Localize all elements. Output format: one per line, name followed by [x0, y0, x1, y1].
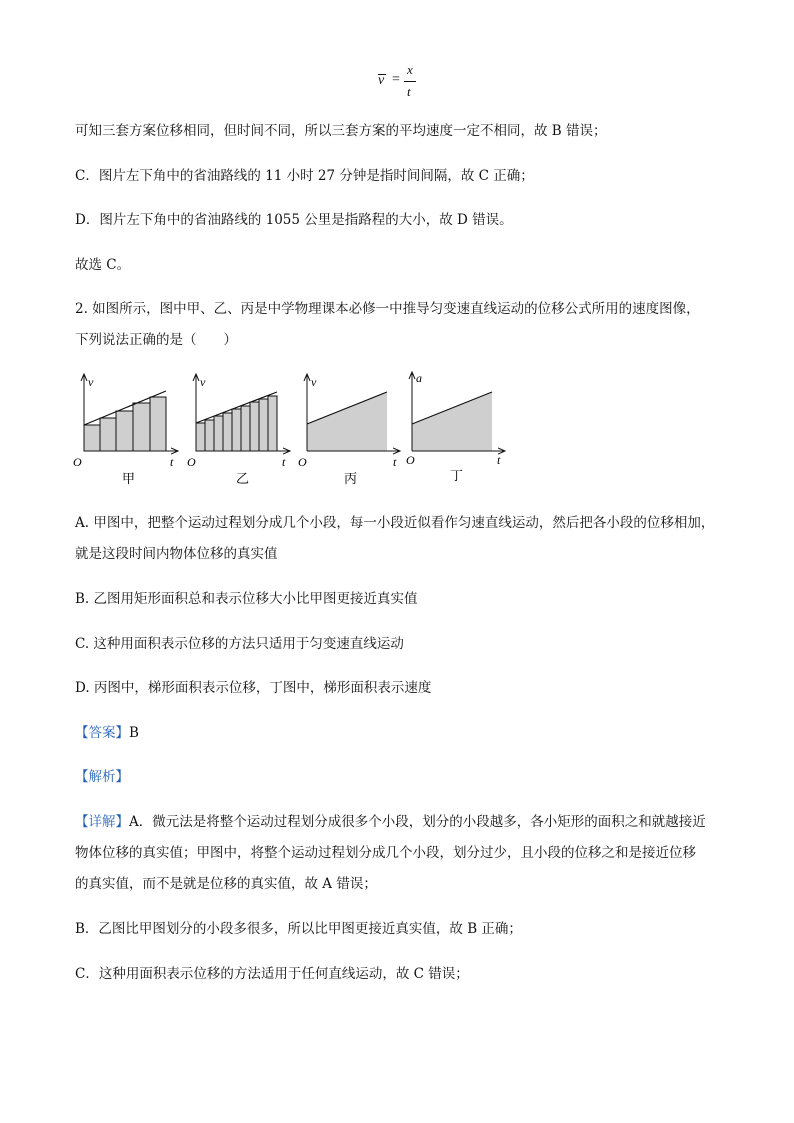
- option-a-line-2: 就是这段时间内物体位移的真实值: [75, 546, 278, 562]
- formula-fraction-bar: [404, 81, 416, 82]
- text-line-option-c: C．图片左下角中的省油路线的 11 小时 27 分钟是指时间间隔，故 C 正确；: [75, 168, 534, 184]
- detail-line-1: [75, 812, 706, 832]
- ding-y-label: a: [416, 371, 422, 385]
- ding-x-label: t: [497, 453, 501, 467]
- bing-y-label: v: [311, 375, 317, 389]
- text-line-conclusion: 故选 C。: [75, 257, 131, 273]
- yi-caption: 乙: [236, 472, 250, 487]
- yi-y-label: v: [200, 375, 206, 389]
- graph-yi: [187, 374, 290, 487]
- analysis-label: 【解析】: [75, 769, 129, 785]
- average-velocity-formula: [376, 62, 436, 106]
- jia-bar-1: [84, 425, 100, 451]
- answer-row: [75, 723, 139, 743]
- analysis-row: [75, 767, 129, 787]
- formula-equals: =: [392, 72, 400, 87]
- ding-origin: O: [406, 453, 415, 467]
- jia-y-label: v: [88, 375, 94, 389]
- detail-line-2: 物体位移的真实值；甲图中，将整个运动过程划分成几个小段，划分过少，且小段的位移之和是接近位移: [75, 845, 696, 861]
- graph-ding: [406, 371, 505, 484]
- detail-line-4: B．乙图比甲图划分的小段多很多，所以比甲图更接近真实值，故 B 正确；: [75, 921, 522, 937]
- option-b: B. 乙图用矩形面积总和表示位移大小比甲图更接近真实值: [75, 591, 418, 607]
- answer-value: B: [129, 725, 139, 741]
- ding-caption: 丁: [450, 469, 464, 484]
- question-2-line-1: 2. 如图所示，图中甲、乙、丙是中学物理课本必修一中推导匀变速直线运动的位移公式所用的速度图像，: [75, 301, 700, 317]
- bing-x-label: t: [393, 455, 397, 469]
- jia-bar-2: [100, 418, 116, 451]
- yi-x-label: t: [282, 455, 286, 469]
- detail-text-1: A．微元法是将整个运动过程划分成很多个小段，划分的小段越多，各小矩形的面积之和就越接近: [129, 814, 706, 830]
- text-line-option-d: D．图片左下角中的省油路线的 1055 公里是指路程的大小，故 D 错误。: [75, 212, 513, 228]
- formula-denominator: t: [407, 84, 411, 99]
- ding-trapezoid: [412, 392, 492, 451]
- bing-caption: 丙: [344, 472, 358, 487]
- option-c: C. 这种用面积表示位移的方法只适用于匀变速直线运动: [75, 636, 404, 652]
- jia-bar-5: [150, 397, 166, 451]
- jia-origin: O: [73, 455, 82, 469]
- jia-x-label: t: [170, 455, 174, 469]
- option-a-line-1: A. 甲图中，把整个运动过程划分成几个小段，每一小段近似看作匀速直线运动，然后把各小段的位移相加，: [75, 515, 715, 531]
- detail-line-3: 的真实值，而不是就是位移的真实值，故 A 错误；: [75, 876, 377, 892]
- text-line-1: 可知三套方案位移相同，但时间不同，所以三套方案的平均速度一定不相同，故 B 错误；: [75, 123, 607, 139]
- graph-jia: [73, 374, 178, 487]
- detail-label: 【详解】: [75, 814, 129, 830]
- jia-caption: 甲: [122, 472, 136, 487]
- velocity-time-graphs: [70, 368, 510, 493]
- formula-numerator: x: [407, 62, 413, 77]
- jia-bar-4: [133, 403, 150, 451]
- formula-overbar: [378, 74, 386, 75]
- bing-origin: O: [298, 455, 307, 469]
- question-2-line-2: 下列说法正确的是（ ）: [75, 332, 237, 348]
- bing-trapezoid: [307, 392, 387, 451]
- graph-bing: [298, 374, 400, 487]
- yi-origin: O: [187, 455, 196, 469]
- option-d: D. 丙图中，梯形面积表示位移，丁图中，梯形面积表示速度: [75, 680, 432, 696]
- formula-lhs: v: [378, 73, 385, 88]
- answer-label: 【答案】: [75, 725, 129, 741]
- jia-bar-3: [116, 411, 133, 451]
- detail-line-5: C．这种用面积表示位移的方法适用于任何直线运动，故 C 错误；: [75, 966, 469, 982]
